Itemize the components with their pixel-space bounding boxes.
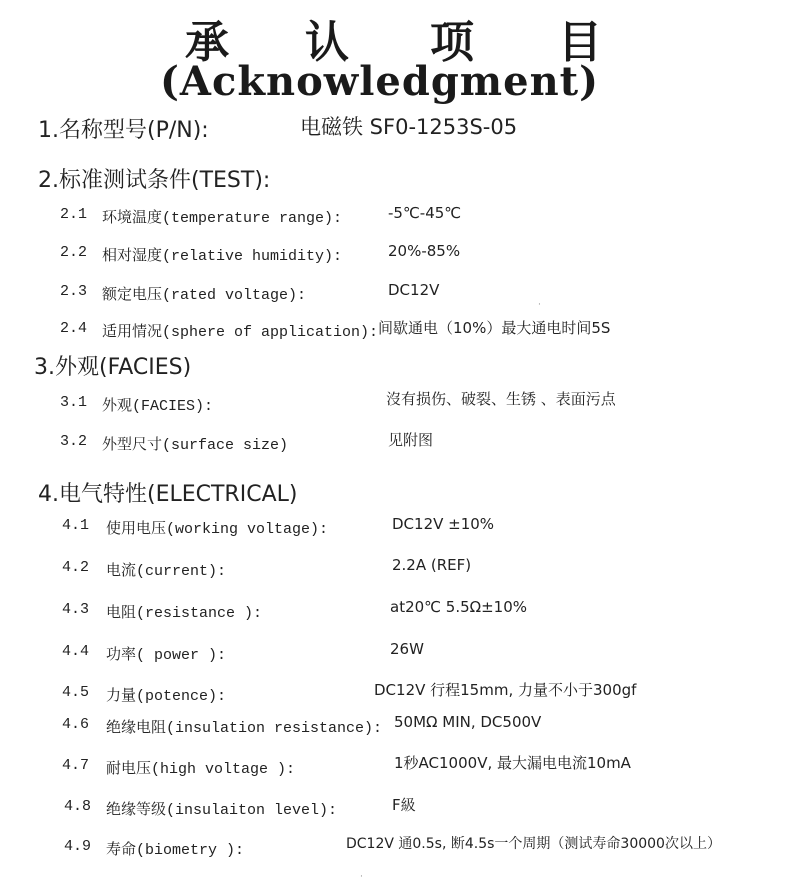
section-2-heading: 2.标准测试条件(TEST):	[38, 168, 271, 193]
item-4-9-value: DC12V 通0.5s, 断4.5s一个周期（测试寿命30000次以上）	[346, 836, 721, 852]
item-2-3-label: 额定电压(rated voltage):	[102, 287, 307, 304]
item-4-7-number: 4.7	[62, 757, 90, 774]
item-2-4-number: 2.4	[60, 320, 88, 337]
item-4-6-number: 4.6	[62, 716, 90, 733]
title-char-1: 承	[185, 17, 231, 68]
item-2-1-label: 环境温度(temperature range):	[102, 210, 343, 227]
item-4-1-number: 4.1	[62, 517, 90, 534]
item-4-6-label: 绝缘电阻(insulation resistance):	[106, 720, 383, 737]
section-1-heading: 1.名称型号(P/N):	[38, 118, 209, 143]
item-2-3-number: 2.3	[60, 283, 88, 300]
item-4-1-value: DC12V ±10%	[392, 515, 495, 533]
item-4-9-label: 寿命(biometry ):	[106, 842, 245, 859]
item-4-8-value: F級	[392, 796, 416, 814]
item-3-2-value: 见附图	[388, 431, 434, 449]
item-4-4-value: 26W	[390, 640, 424, 658]
item-3-1-number: 3.1	[60, 394, 88, 411]
item-4-1-label: 使用电压(working voltage):	[106, 521, 329, 538]
item-4-2-label: 电流(current):	[106, 563, 227, 580]
item-3-2-number: 3.2	[60, 433, 88, 450]
item-3-1-label: 外观(FACIES):	[102, 398, 214, 415]
item-4-7-value: 1秒AC1000V, 最大漏电电流10mA	[394, 754, 631, 772]
item-4-5-number: 4.5	[62, 684, 90, 701]
item-3-1-value: 沒有损伤、破裂、生锈 、表面污点	[386, 390, 616, 408]
item-2-4-label: 适用情况(sphere of application):	[102, 324, 379, 341]
item-4-2-number: 4.2	[62, 559, 90, 576]
item-4-3-label: 电阻(resistance ):	[106, 605, 263, 622]
item-4-5-label: 力量(potence):	[106, 688, 227, 705]
item-2-2-value: 20%-85%	[388, 242, 461, 260]
item-4-6-value: 50MΩ MIN, DC500V	[394, 713, 542, 731]
item-4-4-label: 功率( power ):	[106, 647, 227, 664]
title-english: (Acknowledgment)	[160, 58, 600, 105]
item-2-2-label: 相对湿度(relative humidity):	[102, 248, 343, 265]
item-4-5-value: DC12V 行程15mm, 力量不小于300gf	[374, 681, 637, 699]
item-2-4-value: 间歇通电（10%）最大通电时间5S	[378, 319, 611, 337]
item-4-4-number: 4.4	[62, 643, 90, 660]
scan-speck: ·	[538, 300, 541, 310]
item-4-8-number: 4.8	[64, 798, 92, 815]
item-2-2-number: 2.2	[60, 244, 88, 261]
title-char-2: 认	[305, 17, 351, 68]
item-2-3-value: DC12V	[388, 281, 440, 299]
item-4-3-number: 4.3	[62, 601, 90, 618]
item-2-1-value: -5℃-45℃	[388, 204, 462, 222]
item-4-2-value: 2.2A (REF)	[392, 556, 472, 574]
item-4-8-label: 绝缘等级(insulaiton level):	[106, 802, 338, 819]
part-number-value: 电磁铁 SF0-1253S-05	[300, 115, 518, 139]
item-4-7-label: 耐电压(high voltage ):	[106, 761, 296, 778]
title-char-4: 目	[558, 17, 604, 68]
section-4-heading: 4.电气特性(ELECTRICAL)	[38, 482, 298, 507]
section-3-heading: 3.外观(FACIES)	[34, 355, 192, 380]
item-4-9-number: 4.9	[64, 838, 92, 855]
item-3-2-label: 外型尺寸(surface size)	[102, 437, 289, 454]
item-4-3-value: at20℃ 5.5Ω±10%	[390, 598, 527, 616]
item-2-1-number: 2.1	[60, 206, 88, 223]
scan-speck: ·	[360, 872, 363, 882]
title-char-3: 项	[430, 17, 476, 68]
